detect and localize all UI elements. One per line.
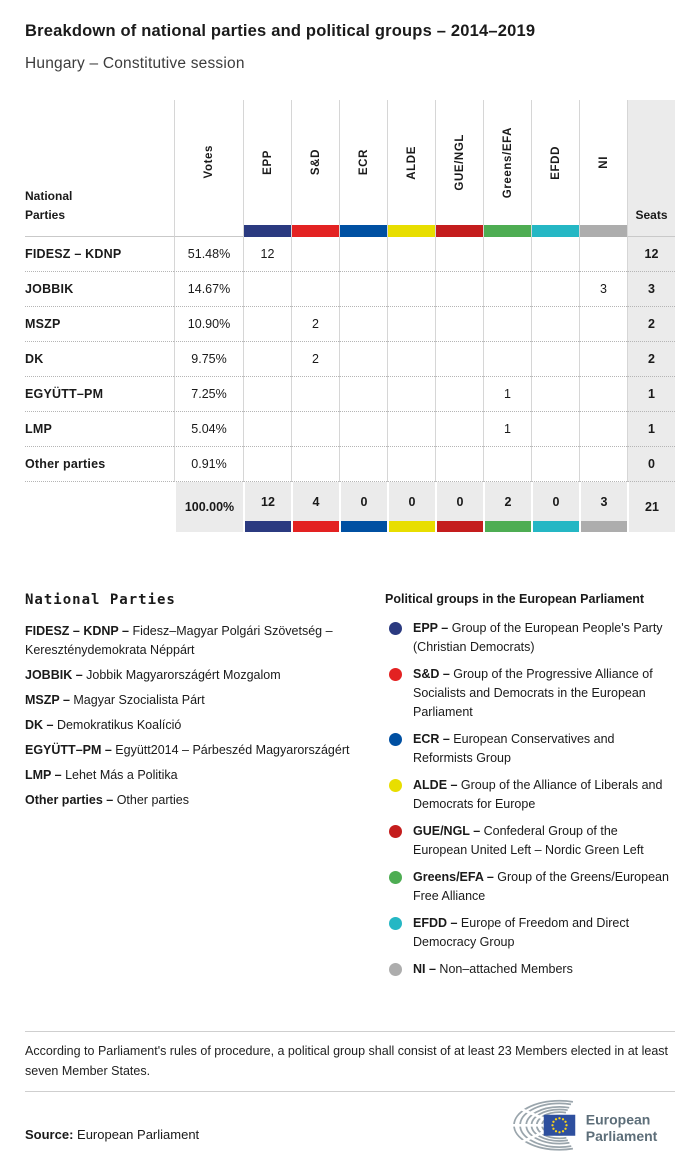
group-seats-cell: [531, 342, 579, 377]
party-name-cell: MSZP: [25, 307, 174, 342]
total-group-color-bar: [533, 521, 579, 532]
group-seats-cell: [291, 447, 339, 482]
total-votes-value: 100.00%: [184, 500, 235, 514]
corner-line: National: [25, 189, 73, 203]
votes-header-label: Votes: [203, 145, 215, 179]
group-seats-cell: [339, 412, 387, 447]
group-description: EPP – Group of the European People's Party (Christian Democrats): [413, 621, 663, 654]
national-party-legend-item: Other parties – Other parties: [25, 793, 189, 807]
european-parliament-logo: [507, 1098, 675, 1156]
results-table: [25, 100, 675, 532]
group-seats-cell: [291, 377, 339, 412]
total-seats-cell: [627, 482, 675, 532]
group-seats-cell: [483, 272, 531, 307]
group-color-dot: [389, 622, 402, 635]
group-seats-cell: [579, 447, 627, 482]
group-description: ALDE – Group of the Alliance of Liberals and Democrats for Europe: [413, 778, 663, 811]
seats-total-cell: 2: [627, 342, 675, 377]
group-color-dot: [389, 917, 402, 930]
svg-text:Parliament: Parliament: [585, 1128, 658, 1144]
total-group-cell: [579, 482, 627, 532]
political-groups-legend-heading: Political groups in the European Parliament: [385, 592, 645, 606]
group-seats-cell: [387, 237, 435, 272]
total-group-cell: [291, 482, 339, 532]
page-title: Breakdown of national parties and political groups – 2014–2019: [25, 22, 536, 40]
party-name-cell: FIDESZ – KDNP: [25, 237, 174, 272]
group-abbr: ALDE –: [413, 778, 458, 792]
divider-bottom: [25, 1091, 675, 1092]
national-parties-legend-items: [25, 622, 385, 810]
national-party-legend-item: MSZP – Magyar Szocialista Párt: [25, 693, 205, 707]
group-column-header-ni: [579, 100, 627, 237]
group-seats-cell: [579, 377, 627, 412]
group-seats-cell: [243, 272, 291, 307]
group-color-dot: [389, 825, 402, 838]
group-seats-cell: [435, 412, 483, 447]
seats-column-header: [627, 100, 675, 237]
corner-line: Parties: [25, 208, 66, 222]
source-label: Source:: [25, 1127, 74, 1142]
group-seats-cell: [291, 237, 339, 272]
total-group-cell: [531, 482, 579, 532]
group-seats-cell: [339, 377, 387, 412]
group-seats-cell: [483, 447, 531, 482]
group-abbr: ECR –: [413, 732, 450, 746]
group-seats-cell: [243, 447, 291, 482]
group-header-label: GUE/NGL: [453, 134, 466, 191]
group-seats-cell: [387, 272, 435, 307]
party-abbr: Other parties –: [25, 793, 114, 807]
group-seats-cell: [387, 377, 435, 412]
group-color-bar: [244, 225, 291, 237]
national-party-legend-item: JOBBIK – Jobbik Magyarországért Mozgalom: [25, 668, 281, 682]
total-votes-cell: [174, 482, 243, 532]
group-description: Greens/EFA – Group of the Greens/European Free Alliance: [413, 870, 669, 903]
party-abbr: FIDESZ – KDNP –: [25, 624, 129, 638]
legends-section: [25, 592, 675, 987]
group-description: NI – Non–attached Members: [413, 962, 573, 976]
national-parties-legend: [25, 592, 385, 987]
group-seats-cell: [435, 237, 483, 272]
political-group-legend-item: [385, 868, 675, 906]
footer: [25, 1098, 675, 1156]
total-group-color-bar: [245, 521, 291, 532]
political-groups-legend-items: [385, 619, 675, 979]
group-color-bar: [340, 225, 387, 237]
logo-wordmark: [586, 1111, 658, 1144]
group-column-header-epp: [243, 100, 291, 237]
group-seats-cell: [339, 272, 387, 307]
total-group-value: 4: [312, 494, 320, 509]
group-seats-cell: [531, 377, 579, 412]
group-seats-cell: [243, 412, 291, 447]
political-group-legend-item: [385, 914, 675, 952]
group-seats-cell: [483, 237, 531, 272]
votes-cell: 0.91%: [174, 447, 243, 482]
group-seats-cell: 12: [243, 237, 291, 272]
group-header-label: NI: [597, 156, 610, 169]
group-column-header-sd: [291, 100, 339, 237]
group-seats-cell: 1: [483, 377, 531, 412]
group-seats-cell: [483, 342, 531, 377]
party-abbr: EGYÜTT–PM –: [25, 743, 112, 757]
total-group-color-bar: [437, 521, 483, 532]
total-group-value: 0: [456, 494, 464, 509]
seats-total-cell: 1: [627, 412, 675, 447]
political-groups-legend: [385, 592, 675, 987]
group-header-label: S&D: [309, 149, 322, 176]
group-seats-cell: 2: [291, 307, 339, 342]
total-group-color-bar: [581, 521, 627, 532]
party-name-cell: DK: [25, 342, 174, 377]
group-seats-cell: [339, 307, 387, 342]
group-abbr: EPP –: [413, 621, 449, 635]
group-description: GUE/NGL – Confederal Group of the European United Left – Nordic Green Left: [413, 824, 644, 857]
national-party-legend-item: EGYÜTT–PM – Együtt2014 – Párbeszéd Magyarországért: [25, 743, 350, 757]
group-header-label: EPP: [261, 150, 274, 175]
group-seats-cell: 1: [483, 412, 531, 447]
party-abbr: DK –: [25, 718, 54, 732]
group-color-bar: [580, 225, 627, 237]
votes-cell: 7.25%: [174, 377, 243, 412]
group-column-header-guengl: [435, 100, 483, 237]
group-header-label: Greens/EFA: [501, 126, 514, 199]
group-color-bar: [436, 225, 483, 237]
group-description: EFDD – Europe of Freedom and Direct Democracy Group: [413, 916, 630, 949]
group-seats-cell: [243, 307, 291, 342]
total-group-color-bar: [293, 521, 339, 532]
seats-header-label: Seats: [635, 208, 668, 222]
group-seats-cell: [339, 447, 387, 482]
party-abbr: LMP –: [25, 768, 62, 782]
votes-cell: 9.75%: [174, 342, 243, 377]
total-seats-value: 21: [645, 500, 659, 514]
group-header-label: ALDE: [405, 145, 418, 180]
group-abbr: Greens/EFA –: [413, 870, 494, 884]
table-corner-label: [25, 100, 174, 237]
total-group-cell: [483, 482, 531, 532]
seats-total-cell: 12: [627, 237, 675, 272]
total-group-cell: [339, 482, 387, 532]
group-seats-cell: [435, 377, 483, 412]
group-seats-cell: [435, 307, 483, 342]
group-seats-cell: [579, 342, 627, 377]
source-value: European Parliament: [77, 1127, 200, 1142]
political-group-legend-item: [385, 619, 675, 657]
group-color-dot: [389, 871, 402, 884]
group-seats-cell: [579, 307, 627, 342]
seats-total-cell: 2: [627, 307, 675, 342]
page-subtitle: Hungary – Constitutive session: [25, 55, 245, 72]
group-abbr: EFDD –: [413, 916, 458, 930]
group-column-header-alde: [387, 100, 435, 237]
group-column-header-efdd: [531, 100, 579, 237]
national-party-legend-item: DK – Demokratikus Koalíció: [25, 718, 182, 732]
political-group-legend-item: [385, 776, 675, 814]
party-abbr: MSZP –: [25, 693, 70, 707]
group-color-dot: [389, 668, 402, 681]
source-line: [25, 1127, 199, 1156]
seats-total-cell: 0: [627, 447, 675, 482]
group-color-bar: [532, 225, 579, 237]
total-group-value: 0: [408, 494, 416, 509]
votes-cell: 10.90%: [174, 307, 243, 342]
seats-total-cell: 3: [627, 272, 675, 307]
svg-text:European: European: [585, 1111, 651, 1128]
total-group-value: 0: [360, 494, 368, 509]
party-name-cell: EGYÜTT–PM: [25, 377, 174, 412]
group-header-label: EFDD: [549, 145, 562, 180]
party-name-cell: Other parties: [25, 447, 174, 482]
national-party-legend-item: FIDESZ – KDNP – Fidesz–Magyar Polgári Szövetség – Kereszténydemokrata Néppárt: [25, 624, 333, 657]
group-color-dot: [389, 779, 402, 792]
political-group-legend-item: [385, 822, 675, 860]
total-group-cell: [243, 482, 291, 532]
total-group-color-bar: [341, 521, 387, 532]
total-group-value: 3: [600, 494, 608, 509]
group-column-header-greensefa: [483, 100, 531, 237]
group-seats-cell: [387, 447, 435, 482]
group-seats-cell: [339, 237, 387, 272]
group-description: ECR – European Conservatives and Reformists Group: [413, 732, 615, 765]
group-seats-cell: [579, 412, 627, 447]
group-seats-cell: 2: [291, 342, 339, 377]
national-parties-legend-heading: National Parties: [25, 592, 176, 608]
group-header-label: ECR: [357, 149, 370, 176]
votes-cell: 51.48%: [174, 237, 243, 272]
group-seats-cell: [531, 272, 579, 307]
group-color-dot: [389, 963, 402, 976]
group-column-header-ecr: [339, 100, 387, 237]
group-color-bar: [292, 225, 339, 237]
total-row-spacer: [25, 482, 174, 532]
group-abbr: GUE/NGL –: [413, 824, 481, 838]
party-abbr: JOBBIK –: [25, 668, 83, 682]
group-seats-cell: [531, 307, 579, 342]
group-seats-cell: [435, 342, 483, 377]
group-seats-cell: [483, 307, 531, 342]
party-name-cell: JOBBIK: [25, 272, 174, 307]
group-color-bar: [388, 225, 435, 237]
total-group-value: 0: [552, 494, 560, 509]
total-group-color-bar: [485, 521, 531, 532]
total-group-value: 12: [261, 494, 275, 509]
group-seats-cell: [291, 272, 339, 307]
party-name-cell: LMP: [25, 412, 174, 447]
votes-column-header: [174, 100, 243, 237]
group-seats-cell: [435, 272, 483, 307]
national-party-legend-item: LMP – Lehet Más a Politika: [25, 768, 178, 782]
group-seats-cell: [531, 447, 579, 482]
group-seats-cell: [243, 377, 291, 412]
political-group-legend-item: [385, 665, 675, 722]
votes-cell: 14.67%: [174, 272, 243, 307]
seats-total-cell: 1: [627, 377, 675, 412]
group-seats-cell: [531, 237, 579, 272]
total-group-value: 2: [504, 494, 512, 509]
group-description: S&D – Group of the Progressive Alliance of Socialists and Democrats in the European Parliament: [413, 667, 653, 719]
total-group-color-bar: [389, 521, 435, 532]
group-abbr: NI –: [413, 962, 436, 976]
group-seats-cell: [339, 342, 387, 377]
group-seats-cell: [291, 412, 339, 447]
group-seats-cell: [387, 412, 435, 447]
political-group-legend-item: [385, 730, 675, 768]
group-seats-cell: [243, 342, 291, 377]
group-seats-cell: [435, 447, 483, 482]
group-seats-cell: [531, 412, 579, 447]
footnote-text: According to Parliament's rules of procedure, a political group shall consist of at least 23 Members elected in at least seven Member States.: [25, 1044, 668, 1078]
divider-top: [25, 1031, 675, 1032]
group-color-dot: [389, 733, 402, 746]
group-seats-cell: [579, 237, 627, 272]
group-seats-cell: 3: [579, 272, 627, 307]
group-seats-cell: [387, 342, 435, 377]
group-color-bar: [484, 225, 531, 237]
group-seats-cell: [387, 307, 435, 342]
group-abbr: S&D –: [413, 667, 450, 681]
total-group-cell: [387, 482, 435, 532]
total-group-cell: [435, 482, 483, 532]
political-group-legend-item: [385, 960, 675, 979]
votes-cell: 5.04%: [174, 412, 243, 447]
